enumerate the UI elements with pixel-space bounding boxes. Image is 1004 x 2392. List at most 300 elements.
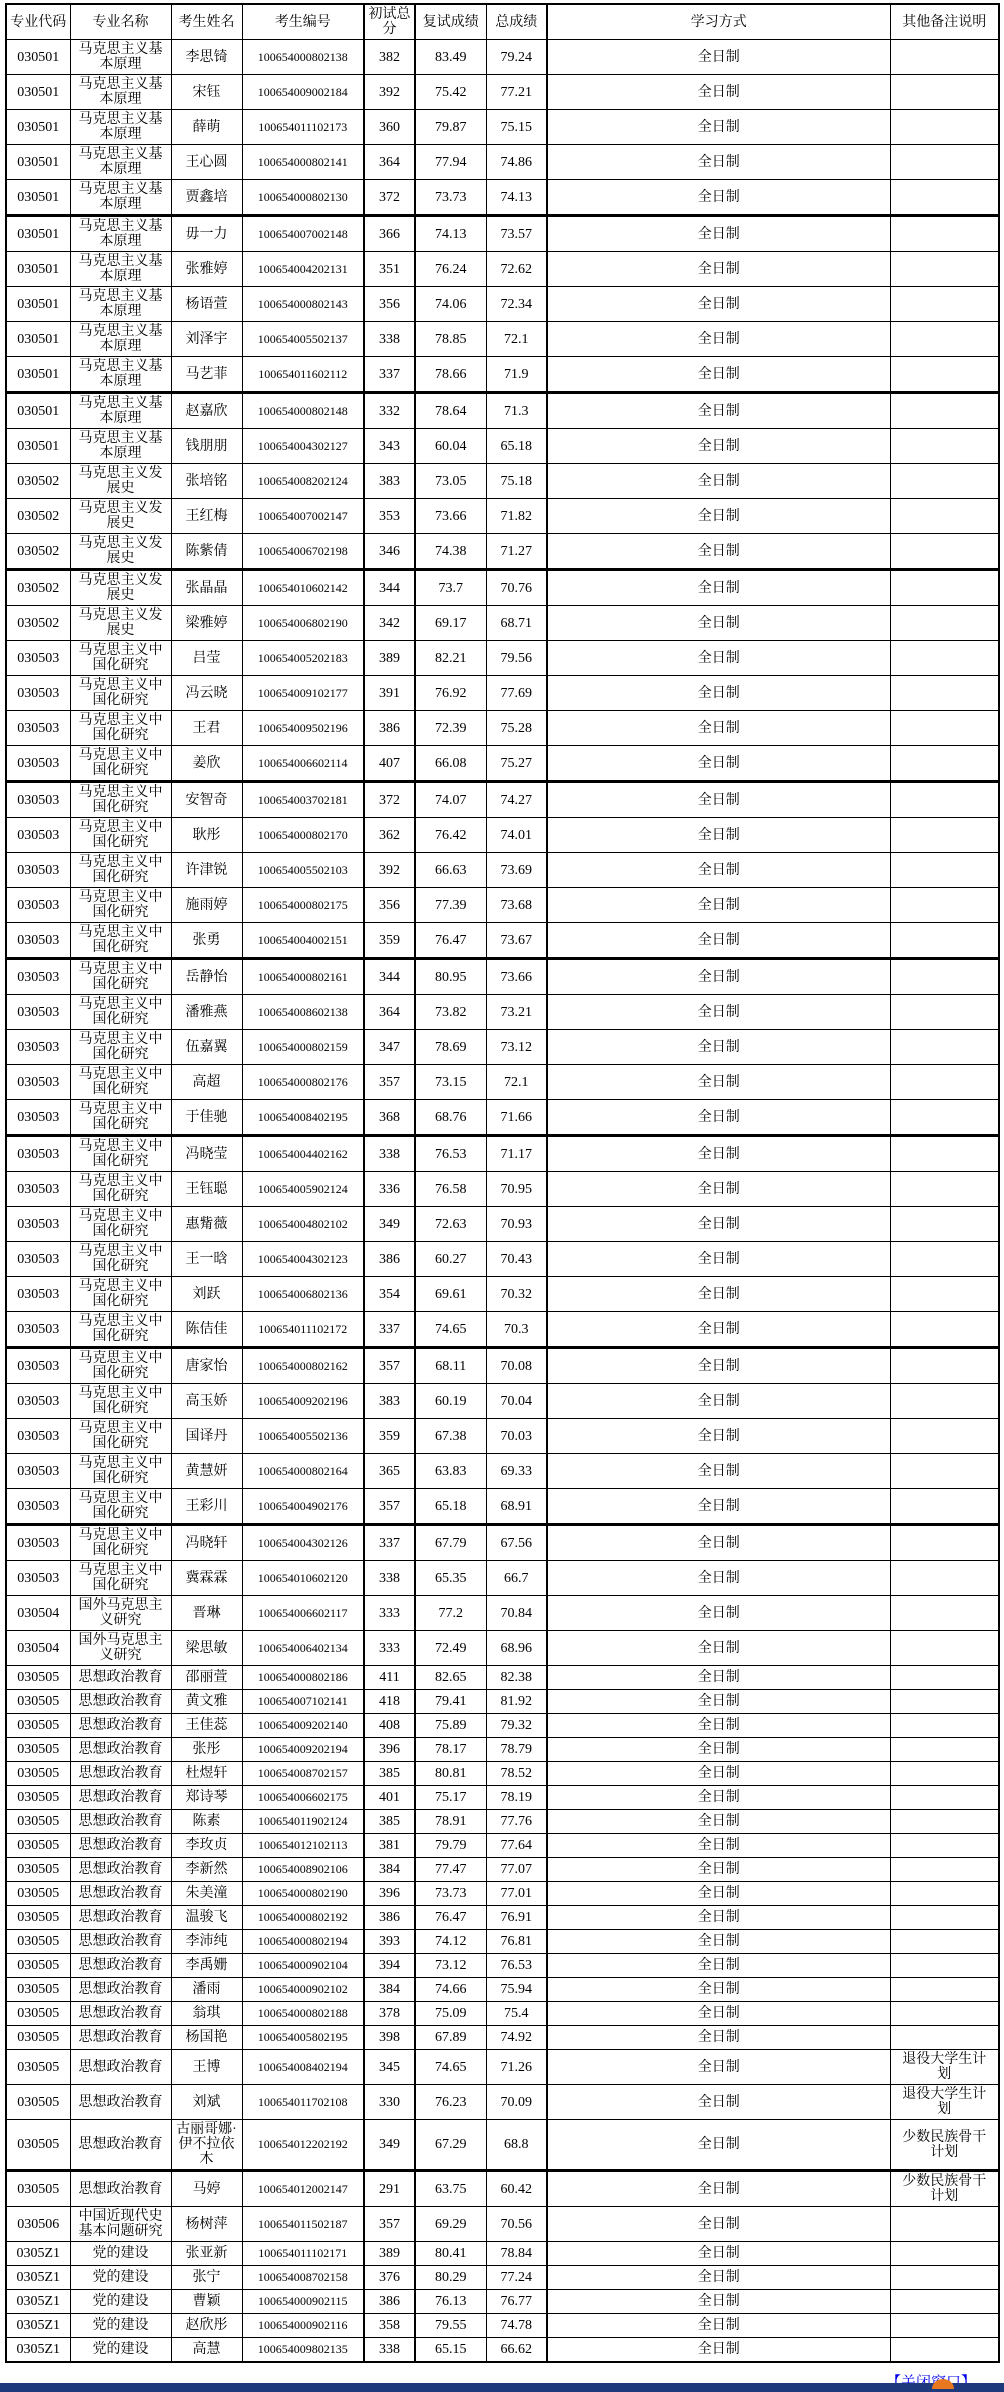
major-code-cell: 0305Z1 bbox=[6, 2242, 70, 2266]
table-row bbox=[6, 1312, 999, 1348]
major-code-cell: 030503 bbox=[6, 1561, 70, 1596]
total-score-cell: 74.92 bbox=[486, 2026, 547, 2050]
remark-cell bbox=[890, 1065, 999, 1100]
study-mode-cell: 全日制 bbox=[547, 2026, 890, 2050]
candidate-name-cell: 岳静怡 bbox=[171, 959, 242, 995]
initial-score-cell: 385 bbox=[364, 1810, 415, 1834]
table-row bbox=[6, 1561, 999, 1596]
retest-score-cell: 67.79 bbox=[415, 1525, 486, 1561]
retest-score-cell: 78.69 bbox=[415, 1030, 486, 1065]
remark-cell bbox=[890, 1312, 999, 1348]
major-name-cell: 思想政治教育 bbox=[70, 1882, 171, 1906]
table-row bbox=[6, 1136, 999, 1172]
study-mode-cell: 全日制 bbox=[547, 641, 890, 676]
initial-score-cell: 398 bbox=[364, 2026, 415, 2050]
initial-score-cell: 401 bbox=[364, 1786, 415, 1810]
initial-score-cell: 338 bbox=[364, 1136, 415, 1172]
remark-cell bbox=[890, 570, 999, 606]
candidate-name-cell: 翁琪 bbox=[171, 2002, 242, 2026]
table-row bbox=[6, 429, 999, 464]
candidate-name-cell: 朱美潼 bbox=[171, 1882, 242, 1906]
candidate-id-cell: 100654012002147 bbox=[242, 2171, 364, 2207]
major-name-cell: 马克思主义中国化研究 bbox=[70, 1348, 171, 1384]
candidate-name-cell: 高玉娇 bbox=[171, 1384, 242, 1419]
column-header-initial-score: 初试总分 bbox=[364, 4, 415, 40]
candidate-name-cell: 王佳蕊 bbox=[171, 1714, 242, 1738]
major-code-cell: 0305Z1 bbox=[6, 2338, 70, 2362]
candidate-name-cell: 高慧 bbox=[171, 2338, 242, 2362]
study-mode-cell: 全日制 bbox=[547, 2266, 890, 2290]
total-score-cell: 77.21 bbox=[486, 75, 547, 110]
candidate-id-cell: 100654009202194 bbox=[242, 1738, 364, 1762]
initial-score-cell: 386 bbox=[364, 2290, 415, 2314]
initial-score-cell: 372 bbox=[364, 782, 415, 818]
candidate-id-cell: 100654005502137 bbox=[242, 322, 364, 357]
remark-cell bbox=[890, 2314, 999, 2338]
table-row bbox=[6, 322, 999, 357]
major-name-cell: 马克思主义中国化研究 bbox=[70, 1525, 171, 1561]
initial-score-cell: 364 bbox=[364, 145, 415, 180]
table-row bbox=[6, 499, 999, 534]
initial-score-cell: 337 bbox=[364, 1525, 415, 1561]
major-name-cell: 马克思主义基本原理 bbox=[70, 75, 171, 110]
total-score-cell: 70.08 bbox=[486, 1348, 547, 1384]
total-score-cell: 69.33 bbox=[486, 1454, 547, 1489]
table-row bbox=[6, 888, 999, 923]
retest-score-cell: 74.13 bbox=[415, 216, 486, 252]
major-name-cell: 马克思主义基本原理 bbox=[70, 357, 171, 393]
major-name-cell: 马克思主义中国化研究 bbox=[70, 641, 171, 676]
table-row bbox=[6, 1030, 999, 1065]
remark-cell bbox=[890, 1596, 999, 1631]
major-name-cell: 思想政治教育 bbox=[70, 1762, 171, 1786]
table-row bbox=[6, 1065, 999, 1100]
candidate-id-cell: 100654009802135 bbox=[242, 2338, 364, 2362]
study-mode-cell: 全日制 bbox=[547, 2338, 890, 2362]
table-row bbox=[6, 1834, 999, 1858]
candidate-id-cell: 100654004802102 bbox=[242, 1207, 364, 1242]
table-row bbox=[6, 1242, 999, 1277]
candidate-name-cell: 冀霖霖 bbox=[171, 1561, 242, 1596]
major-code-cell: 030503 bbox=[6, 1172, 70, 1207]
candidate-id-cell: 100654000802192 bbox=[242, 1906, 364, 1930]
study-mode-cell: 全日制 bbox=[547, 1348, 890, 1384]
major-code-cell: 030501 bbox=[6, 287, 70, 322]
candidate-id-cell: 100654000902102 bbox=[242, 1978, 364, 2002]
major-name-cell: 马克思主义中国化研究 bbox=[70, 782, 171, 818]
total-score-cell: 70.84 bbox=[486, 1596, 547, 1631]
candidate-name-cell: 马婷 bbox=[171, 2171, 242, 2207]
candidate-id-cell: 100654011102172 bbox=[242, 1312, 364, 1348]
table-row bbox=[6, 1454, 999, 1489]
candidate-id-cell: 100654005902124 bbox=[242, 1172, 364, 1207]
major-code-cell: 030505 bbox=[6, 1714, 70, 1738]
study-mode-cell: 全日制 bbox=[547, 1030, 890, 1065]
major-code-cell: 030505 bbox=[6, 1858, 70, 1882]
initial-score-cell: 381 bbox=[364, 1834, 415, 1858]
candidate-name-cell: 陈佶佳 bbox=[171, 1312, 242, 1348]
initial-score-cell: 357 bbox=[364, 2207, 415, 2242]
initial-score-cell: 411 bbox=[364, 1666, 415, 1690]
study-mode-cell: 全日制 bbox=[547, 75, 890, 110]
candidate-id-cell: 100654009202140 bbox=[242, 1714, 364, 1738]
major-name-cell: 马克思主义发展史 bbox=[70, 606, 171, 641]
major-code-cell: 0305Z1 bbox=[6, 2314, 70, 2338]
remark-cell bbox=[890, 1738, 999, 1762]
candidate-id-cell: 100654004302126 bbox=[242, 1525, 364, 1561]
study-mode-cell: 全日制 bbox=[547, 322, 890, 357]
retest-score-cell: 76.58 bbox=[415, 1172, 486, 1207]
study-mode-cell: 全日制 bbox=[547, 606, 890, 641]
study-mode-cell: 全日制 bbox=[547, 1384, 890, 1419]
remark-cell bbox=[890, 534, 999, 570]
study-mode-cell: 全日制 bbox=[547, 1207, 890, 1242]
remark-cell bbox=[890, 641, 999, 676]
initial-score-cell: 394 bbox=[364, 1954, 415, 1978]
major-code-cell: 030501 bbox=[6, 393, 70, 429]
study-mode-cell: 全日制 bbox=[547, 853, 890, 888]
initial-score-cell: 344 bbox=[364, 570, 415, 606]
major-name-cell: 思想政治教育 bbox=[70, 2002, 171, 2026]
total-score-cell: 74.13 bbox=[486, 180, 547, 216]
major-code-cell: 030503 bbox=[6, 711, 70, 746]
major-code-cell: 030505 bbox=[6, 1978, 70, 2002]
study-mode-cell: 全日制 bbox=[547, 1882, 890, 1906]
study-mode-cell: 全日制 bbox=[547, 1954, 890, 1978]
candidate-name-cell: 潘雅燕 bbox=[171, 995, 242, 1030]
retest-score-cell: 66.08 bbox=[415, 746, 486, 782]
table-row bbox=[6, 216, 999, 252]
candidate-name-cell: 冯晓轩 bbox=[171, 1525, 242, 1561]
study-mode-cell: 全日制 bbox=[547, 2290, 890, 2314]
remark-cell bbox=[890, 40, 999, 75]
retest-score-cell: 68.11 bbox=[415, 1348, 486, 1384]
table-row bbox=[6, 1596, 999, 1631]
table-row bbox=[6, 110, 999, 145]
candidate-name-cell: 王心圆 bbox=[171, 145, 242, 180]
major-name-cell: 马克思主义中国化研究 bbox=[70, 923, 171, 959]
major-name-cell: 党的建设 bbox=[70, 2242, 171, 2266]
total-score-cell: 74.01 bbox=[486, 818, 547, 853]
remark-cell bbox=[890, 110, 999, 145]
remark-cell bbox=[890, 2290, 999, 2314]
candidate-id-cell: 100654011102171 bbox=[242, 2242, 364, 2266]
candidate-name-cell: 钱朋朋 bbox=[171, 429, 242, 464]
table-row bbox=[6, 2002, 999, 2026]
retest-score-cell: 69.29 bbox=[415, 2207, 486, 2242]
remark-cell bbox=[890, 429, 999, 464]
major-name-cell: 马克思主义中国化研究 bbox=[70, 1030, 171, 1065]
retest-score-cell: 76.42 bbox=[415, 818, 486, 853]
total-score-cell: 73.69 bbox=[486, 853, 547, 888]
table-row bbox=[6, 1762, 999, 1786]
major-code-cell: 030503 bbox=[6, 1065, 70, 1100]
column-header-total-score: 总成绩 bbox=[486, 4, 547, 40]
candidate-name-cell: 郑诗琴 bbox=[171, 1786, 242, 1810]
candidate-id-cell: 100654000902116 bbox=[242, 2314, 364, 2338]
major-code-cell: 030503 bbox=[6, 782, 70, 818]
major-code-cell: 030505 bbox=[6, 1738, 70, 1762]
table-row bbox=[6, 1631, 999, 1666]
major-name-cell: 马克思主义中国化研究 bbox=[70, 1384, 171, 1419]
candidate-id-cell: 100654008702158 bbox=[242, 2266, 364, 2290]
remark-cell bbox=[890, 853, 999, 888]
retest-score-cell: 63.83 bbox=[415, 1454, 486, 1489]
total-score-cell: 71.17 bbox=[486, 1136, 547, 1172]
candidate-id-cell: 100654006702198 bbox=[242, 534, 364, 570]
major-name-cell: 马克思主义发展史 bbox=[70, 464, 171, 499]
major-code-cell: 030503 bbox=[6, 1384, 70, 1419]
major-code-cell: 030505 bbox=[6, 1762, 70, 1786]
remark-cell bbox=[890, 1882, 999, 1906]
remark-cell bbox=[890, 1100, 999, 1136]
retest-score-cell: 67.38 bbox=[415, 1419, 486, 1454]
table-row bbox=[6, 2266, 999, 2290]
candidate-name-cell: 梁雅婷 bbox=[171, 606, 242, 641]
candidate-name-cell: 赵欣彤 bbox=[171, 2314, 242, 2338]
initial-score-cell: 344 bbox=[364, 959, 415, 995]
major-name-cell: 思想政治教育 bbox=[70, 2050, 171, 2085]
major-code-cell: 030503 bbox=[6, 1030, 70, 1065]
total-score-cell: 77.07 bbox=[486, 1858, 547, 1882]
total-score-cell: 73.57 bbox=[486, 216, 547, 252]
total-score-cell: 68.96 bbox=[486, 1631, 547, 1666]
remark-cell bbox=[890, 1348, 999, 1384]
major-code-cell: 030503 bbox=[6, 1348, 70, 1384]
table-row bbox=[6, 2242, 999, 2266]
initial-score-cell: 354 bbox=[364, 1277, 415, 1312]
major-name-cell: 马克思主义中国化研究 bbox=[70, 746, 171, 782]
major-code-cell: 0305Z1 bbox=[6, 2266, 70, 2290]
initial-score-cell: 383 bbox=[364, 464, 415, 499]
remark-cell bbox=[890, 1978, 999, 2002]
total-score-cell: 78.79 bbox=[486, 1738, 547, 1762]
major-name-cell: 马克思主义发展史 bbox=[70, 499, 171, 534]
candidate-id-cell: 100654008202124 bbox=[242, 464, 364, 499]
major-name-cell: 党的建设 bbox=[70, 2290, 171, 2314]
candidate-name-cell: 张勇 bbox=[171, 923, 242, 959]
major-code-cell: 030503 bbox=[6, 1277, 70, 1312]
candidate-id-cell: 100654007002148 bbox=[242, 216, 364, 252]
initial-score-cell: 349 bbox=[364, 2120, 415, 2171]
table-row bbox=[6, 1348, 999, 1384]
initial-score-cell: 386 bbox=[364, 1242, 415, 1277]
total-score-cell: 75.15 bbox=[486, 110, 547, 145]
candidate-id-cell: 100654000902115 bbox=[242, 2290, 364, 2314]
candidate-id-cell: 100654008702157 bbox=[242, 1762, 364, 1786]
initial-score-cell: 372 bbox=[364, 180, 415, 216]
study-mode-cell: 全日制 bbox=[547, 2002, 890, 2026]
retest-score-cell: 79.41 bbox=[415, 1690, 486, 1714]
column-header-candidate-id: 考生编号 bbox=[242, 4, 364, 40]
initial-score-cell: 366 bbox=[364, 216, 415, 252]
major-code-cell: 030505 bbox=[6, 1954, 70, 1978]
table-row bbox=[6, 641, 999, 676]
candidate-name-cell: 高超 bbox=[171, 1065, 242, 1100]
initial-score-cell: 392 bbox=[364, 75, 415, 110]
candidate-name-cell: 黄文雅 bbox=[171, 1690, 242, 1714]
major-code-cell: 030505 bbox=[6, 2050, 70, 2085]
candidate-id-cell: 100654006602117 bbox=[242, 1596, 364, 1631]
remark-cell bbox=[890, 252, 999, 287]
remark-cell bbox=[890, 888, 999, 923]
candidate-name-cell: 晋琳 bbox=[171, 1596, 242, 1631]
table-row bbox=[6, 2171, 999, 2207]
remark-cell bbox=[890, 1954, 999, 1978]
retest-score-cell: 73.15 bbox=[415, 1065, 486, 1100]
study-mode-cell: 全日制 bbox=[547, 1136, 890, 1172]
candidate-id-cell: 100654000802143 bbox=[242, 287, 364, 322]
table-row bbox=[6, 711, 999, 746]
study-mode-cell: 全日制 bbox=[547, 782, 890, 818]
candidate-id-cell: 100654012102113 bbox=[242, 1834, 364, 1858]
major-name-cell: 国外马克思主义研究 bbox=[70, 1631, 171, 1666]
total-score-cell: 68.91 bbox=[486, 1489, 547, 1525]
table-row bbox=[6, 570, 999, 606]
candidate-name-cell: 曹颖 bbox=[171, 2290, 242, 2314]
study-mode-cell: 全日制 bbox=[547, 1277, 890, 1312]
candidate-id-cell: 100654007002147 bbox=[242, 499, 364, 534]
major-name-cell: 党的建设 bbox=[70, 2266, 171, 2290]
initial-score-cell: 365 bbox=[364, 1454, 415, 1489]
major-name-cell: 思想政治教育 bbox=[70, 1858, 171, 1882]
major-code-cell: 030503 bbox=[6, 1489, 70, 1525]
remark-cell bbox=[890, 1786, 999, 1810]
retest-score-cell: 79.55 bbox=[415, 2314, 486, 2338]
initial-score-cell: 382 bbox=[364, 40, 415, 75]
table-row bbox=[6, 357, 999, 393]
initial-score-cell: 357 bbox=[364, 1348, 415, 1384]
study-mode-cell: 全日制 bbox=[547, 1454, 890, 1489]
remark-cell bbox=[890, 322, 999, 357]
major-name-cell: 马克思主义中国化研究 bbox=[70, 888, 171, 923]
major-name-cell: 马克思主义中国化研究 bbox=[70, 676, 171, 711]
candidate-id-cell: 100654006402134 bbox=[242, 1631, 364, 1666]
table-row bbox=[6, 2207, 999, 2242]
total-score-cell: 72.1 bbox=[486, 322, 547, 357]
candidate-name-cell: 吕莹 bbox=[171, 641, 242, 676]
candidate-id-cell: 100654000802130 bbox=[242, 180, 364, 216]
major-name-cell: 马克思主义中国化研究 bbox=[70, 995, 171, 1030]
study-mode-cell: 全日制 bbox=[547, 1100, 890, 1136]
table-row bbox=[6, 1525, 999, 1561]
candidate-id-cell: 100654000802190 bbox=[242, 1882, 364, 1906]
table-row bbox=[6, 1882, 999, 1906]
major-code-cell: 030505 bbox=[6, 2171, 70, 2207]
major-code-cell: 030501 bbox=[6, 110, 70, 145]
total-score-cell: 70.56 bbox=[486, 2207, 547, 2242]
major-code-cell: 030501 bbox=[6, 252, 70, 287]
total-score-cell: 75.94 bbox=[486, 1978, 547, 2002]
table-row bbox=[6, 40, 999, 75]
study-mode-cell: 全日制 bbox=[547, 746, 890, 782]
initial-score-cell: 364 bbox=[364, 995, 415, 1030]
candidate-name-cell: 潘雨 bbox=[171, 1978, 242, 2002]
study-mode-cell: 全日制 bbox=[547, 287, 890, 322]
major-name-cell: 马克思主义中国化研究 bbox=[70, 1242, 171, 1277]
initial-score-cell: 357 bbox=[364, 1489, 415, 1525]
candidate-id-cell: 100654006802190 bbox=[242, 606, 364, 641]
candidate-name-cell: 陈紫倩 bbox=[171, 534, 242, 570]
remark-cell bbox=[890, 499, 999, 534]
remark-cell bbox=[890, 1454, 999, 1489]
retest-score-cell: 74.06 bbox=[415, 287, 486, 322]
initial-score-cell: 332 bbox=[364, 393, 415, 429]
major-code-cell: 030503 bbox=[6, 1312, 70, 1348]
total-score-cell: 76.91 bbox=[486, 1906, 547, 1930]
initial-score-cell: 330 bbox=[364, 2085, 415, 2120]
retest-score-cell: 77.47 bbox=[415, 1858, 486, 1882]
total-score-cell: 74.78 bbox=[486, 2314, 547, 2338]
candidate-id-cell: 100654008402195 bbox=[242, 1100, 364, 1136]
initial-score-cell: 386 bbox=[364, 1906, 415, 1930]
major-name-cell: 马克思主义中国化研究 bbox=[70, 1561, 171, 1596]
total-score-cell: 78.19 bbox=[486, 1786, 547, 1810]
retest-score-cell: 76.53 bbox=[415, 1136, 486, 1172]
retest-score-cell: 68.76 bbox=[415, 1100, 486, 1136]
initial-score-cell: 418 bbox=[364, 1690, 415, 1714]
candidate-name-cell: 国译丹 bbox=[171, 1419, 242, 1454]
major-name-cell: 中国近现代史基本问题研究 bbox=[70, 2207, 171, 2242]
table-row bbox=[6, 180, 999, 216]
total-score-cell: 76.53 bbox=[486, 1954, 547, 1978]
retest-score-cell: 72.49 bbox=[415, 1631, 486, 1666]
major-code-cell: 030503 bbox=[6, 1454, 70, 1489]
total-score-cell: 72.62 bbox=[486, 252, 547, 287]
initial-score-cell: 338 bbox=[364, 1561, 415, 1596]
column-header-remark: 其他备注说明 bbox=[890, 4, 999, 40]
remark-cell bbox=[890, 393, 999, 429]
major-name-cell: 马克思主义基本原理 bbox=[70, 429, 171, 464]
candidate-id-cell: 100654000802194 bbox=[242, 1930, 364, 1954]
study-mode-cell: 全日制 bbox=[547, 1762, 890, 1786]
initial-score-cell: 347 bbox=[364, 1030, 415, 1065]
study-mode-cell: 全日制 bbox=[547, 818, 890, 853]
major-code-cell: 030501 bbox=[6, 40, 70, 75]
remark-cell bbox=[890, 1762, 999, 1786]
candidate-id-cell: 100654000902104 bbox=[242, 1954, 364, 1978]
major-code-cell: 030505 bbox=[6, 1906, 70, 1930]
remark-cell bbox=[890, 1525, 999, 1561]
retest-score-cell: 79.79 bbox=[415, 1834, 486, 1858]
remark-cell bbox=[890, 287, 999, 322]
study-mode-cell: 全日制 bbox=[547, 2120, 890, 2171]
table-row bbox=[6, 818, 999, 853]
major-name-cell: 思想政治教育 bbox=[70, 2120, 171, 2171]
study-mode-cell: 全日制 bbox=[547, 464, 890, 499]
major-code-cell: 030503 bbox=[6, 1525, 70, 1561]
study-mode-cell: 全日制 bbox=[547, 2050, 890, 2085]
candidate-name-cell: 宋钰 bbox=[171, 75, 242, 110]
major-code-cell: 030501 bbox=[6, 216, 70, 252]
major-name-cell: 思想政治教育 bbox=[70, 1954, 171, 1978]
initial-score-cell: 359 bbox=[364, 1419, 415, 1454]
candidate-name-cell: 姜欣 bbox=[171, 746, 242, 782]
candidate-name-cell: 王一晗 bbox=[171, 1242, 242, 1277]
total-score-cell: 73.66 bbox=[486, 959, 547, 995]
candidate-name-cell: 于佳驰 bbox=[171, 1100, 242, 1136]
initial-score-cell: 384 bbox=[364, 1978, 415, 2002]
major-name-cell: 马克思主义中国化研究 bbox=[70, 959, 171, 995]
retest-score-cell: 83.49 bbox=[415, 40, 486, 75]
table-row bbox=[6, 782, 999, 818]
candidate-name-cell: 贾鑫培 bbox=[171, 180, 242, 216]
retest-score-cell: 69.17 bbox=[415, 606, 486, 641]
study-mode-cell: 全日制 bbox=[547, 2314, 890, 2338]
initial-score-cell: 342 bbox=[364, 606, 415, 641]
major-code-cell: 030502 bbox=[6, 534, 70, 570]
remark-cell bbox=[890, 1714, 999, 1738]
